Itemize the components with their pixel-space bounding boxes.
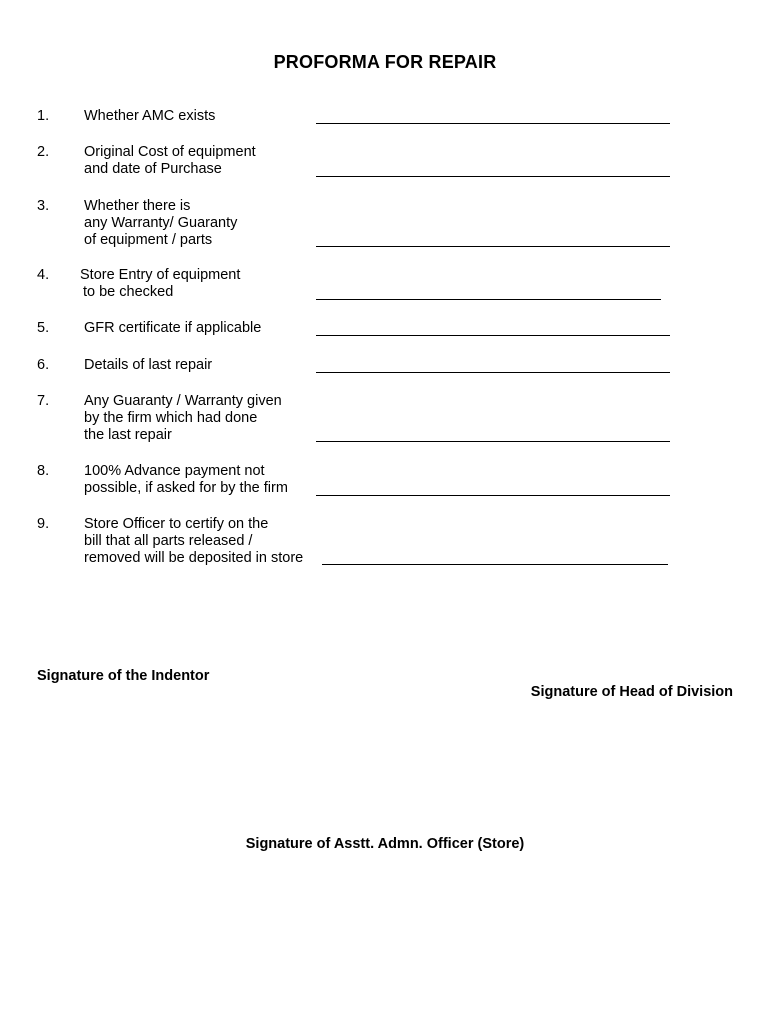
- item-number: 2.: [37, 144, 50, 160]
- item-label: Whether AMC exists: [84, 108, 216, 124]
- item-label: Store Officer to certify on the bill that all parts released / removed will be deposited in store: [84, 516, 304, 566]
- answer-line[interactable]: [316, 372, 670, 373]
- item-label: GFR certificate if applicable: [84, 320, 262, 336]
- answer-line[interactable]: [316, 123, 670, 124]
- item-number: 3.: [37, 198, 50, 214]
- item-label: Original Cost of equipment and date of Purchase: [84, 144, 256, 177]
- item-number: 7.: [37, 393, 50, 409]
- item-number: 5.: [37, 320, 50, 336]
- answer-line[interactable]: [316, 299, 661, 300]
- answer-line[interactable]: [316, 441, 670, 442]
- item-label: Details of last repair: [84, 357, 213, 373]
- answer-line[interactable]: [316, 495, 670, 496]
- signature-indentor: Signature of the Indentor: [37, 668, 210, 684]
- answer-line[interactable]: [316, 335, 670, 336]
- item-number: 4.: [37, 267, 50, 283]
- item-number: 8.: [37, 463, 50, 479]
- item-number: 1.: [37, 108, 50, 124]
- item-number: 9.: [37, 516, 50, 532]
- page-title: PROFORMA FOR REPAIR: [273, 52, 497, 72]
- answer-line[interactable]: [322, 564, 668, 565]
- signature-aao-store: Signature of Asstt. Admn. Officer (Store): [245, 836, 525, 852]
- item-label: Any Guaranty / Warranty given by the firm which had done the last repair: [84, 393, 282, 443]
- signature-head-of-division: Signature of Head of Division: [530, 684, 733, 700]
- item-label: Whether there is any Warranty/ Guaranty of equipment / parts: [84, 198, 238, 248]
- answer-line[interactable]: [316, 176, 670, 177]
- item-number: 6.: [37, 357, 50, 373]
- item-label: Store Entry of equipment to be checked: [80, 267, 241, 300]
- answer-line[interactable]: [316, 246, 670, 247]
- item-label: 100% Advance payment not possible, if asked for by the firm: [84, 463, 288, 496]
